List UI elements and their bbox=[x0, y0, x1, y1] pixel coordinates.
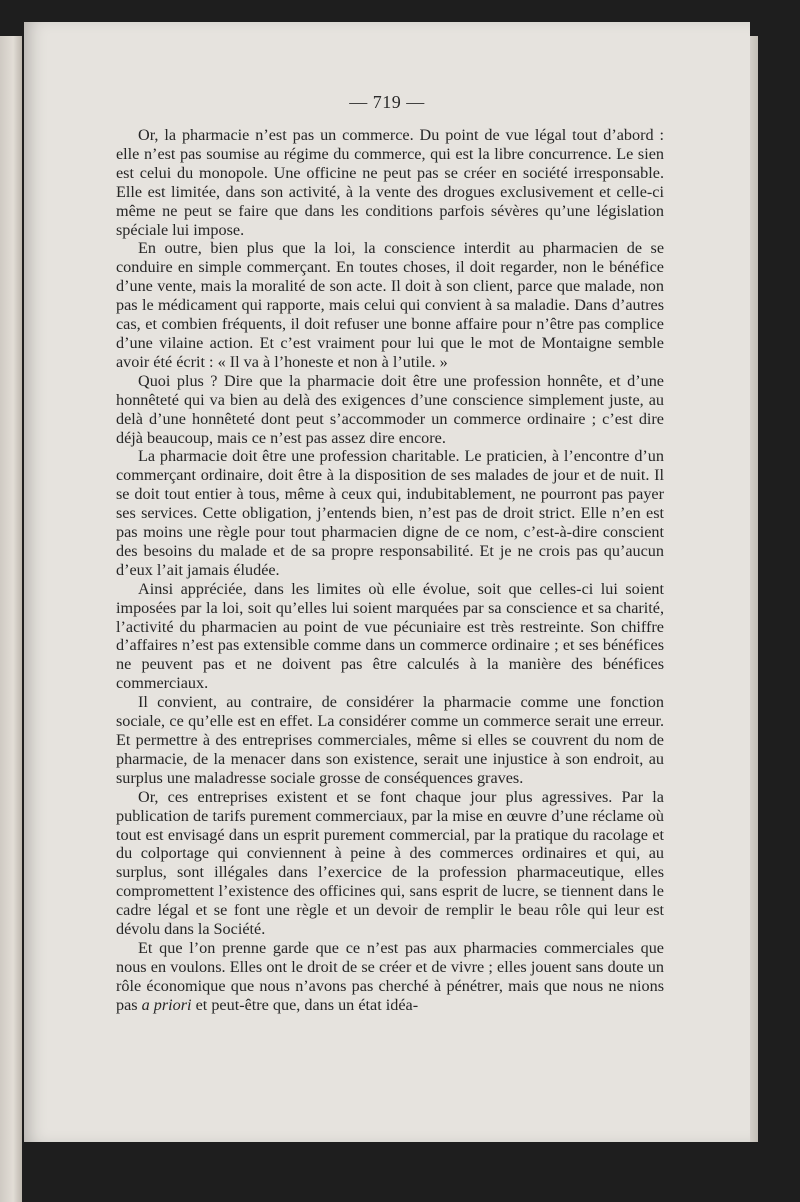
page-number: — 719 — bbox=[349, 92, 425, 112]
paragraph-8-italic: a priori bbox=[141, 995, 192, 1014]
paragraph-2: En outre, bien plus que la loi, la conscience interdit au pharmacien de se conduire en simple commerçant. En toutes choses, il doit regarder, non le bénéfice d’une vente, mais la moralité de son acte. Il doit à son client, parce que malade, non pas le médicament qui rapporte, mais celui qui convient à sa maladie. Dans d’autres cas, et combien fréquents, il doit refuser une bonne affaire pour n’être pas complice d’une vilaine action. Et c’est vraiment pour lui que le mot de Montaigne semble avoir été écrit : « Il va à l’honeste et non à l’utile. » bbox=[116, 239, 664, 371]
paragraph-8 bbox=[116, 939, 664, 1015]
paragraph-3: Quoi plus ? Dire que la pharmacie doit être une profession honnête, et d’une honnêteté qui va bien au delà des exigences d’une conscience simplement juste, au delà d’une honnêteté dont peut s’accommoder un commerce ordinaire ; c’est dire déjà beaucoup, mais ce n’est pas assez dire encore. bbox=[116, 371, 664, 447]
paragraph-8-text-end: et peut-être que, dans un état idéa- bbox=[191, 995, 419, 1014]
paragraph-4: La pharmacie doit être une profession charitable. Le praticien, à l’encontre d’un commerçant ordinaire, doit être à la disposition de ses malades de jour et de nuit. Il se doit tout entier à tous, même à ceux qui, indubitablement, ne pourront pas payer ses services. Cette obligation, j’entends bien, n’est pas de droit strict. Elle n’en est pas moins une règle pour tout pharmacien digne de ce nom, c’est-à-dire conscient des besoins du malade et de sa propre responsabilité. Et je ne crois pas qu’aucun d’eux l’ait jamais éludée. bbox=[116, 447, 664, 579]
book-page bbox=[24, 22, 750, 1142]
paragraph-7: Or, ces entreprises existent et se font chaque jour plus agressives. Par la publication de tarifs purement commerciaux, par la mise en œuvre d’une réclame où tout est envisagé dans un esprit purement commercial, par la pratique du racolage et du colportage qui conviennent à peine à des commerces ordinaires et qui, au surplus, sont illégales dans l’exercice de la profession pharmaceutique, elles compromettent l’existence des officines qui, sans esprit de lucre, se tiennent dans le cadre légal et se font une règle et un devoir de remplir le beau rôle qui leur est dévolu dans la Société. bbox=[116, 787, 664, 939]
paragraph-5: Ainsi appréciée, dans les limites où elle évolue, soit que celles-ci lui soient imposées par la loi, soit qu’elles lui soient marquées par sa conscience et sa charité, l’activité du pharmacien au point de vue pécuniaire est très restreinte. Son chiffre d’affaires n’est pas extensible comme dans un commerce ordinaire ; et ses bénéfices ne peuvent pas et ne doivent pas être calculés à la manière des bénéfices commerciaux. bbox=[116, 579, 664, 693]
facing-page-edge bbox=[0, 36, 22, 1202]
paragraph-1: Or, la pharmacie n’est pas un commerce. Du point de vue légal tout d’abord : elle n’est pas soumise au régime du commerce, qui est la libre concurrence. Le sien est celui du monopole. Une officine ne peut pas se créer en société irresponsable. Elle est limitée, dans son activité, à la vente des drogues exclusivement et celle-ci même ne peut se faire que dans les conditions parfois sévères qu’une législation spéciale lui impose. bbox=[116, 126, 664, 239]
body-text bbox=[116, 126, 664, 1015]
paragraph-6: Il convient, au contraire, de considérer la pharmacie comme une fonction sociale, ce qu’elle est en effet. La considérer comme un commerce serait une erreur. Et permettre à des entreprises commerciales, même si elles se couvrent du nom de pharmacie, de la menacer dans son existence, serait une injustice à son endroit, au surplus une maladresse sociale grosse de conséquences graves. bbox=[116, 693, 664, 787]
paragraph-8-text-start: Et que l’on prenne garde que ce n’est pas aux pharmacies commerciales que nous en voulons. Elles ont le droit de se créer et de vivre ; elles jouent sans doute un rôle économique que nous n’avons pas cherché à pénétrer, mais que nous ne nions pas bbox=[116, 938, 664, 1014]
